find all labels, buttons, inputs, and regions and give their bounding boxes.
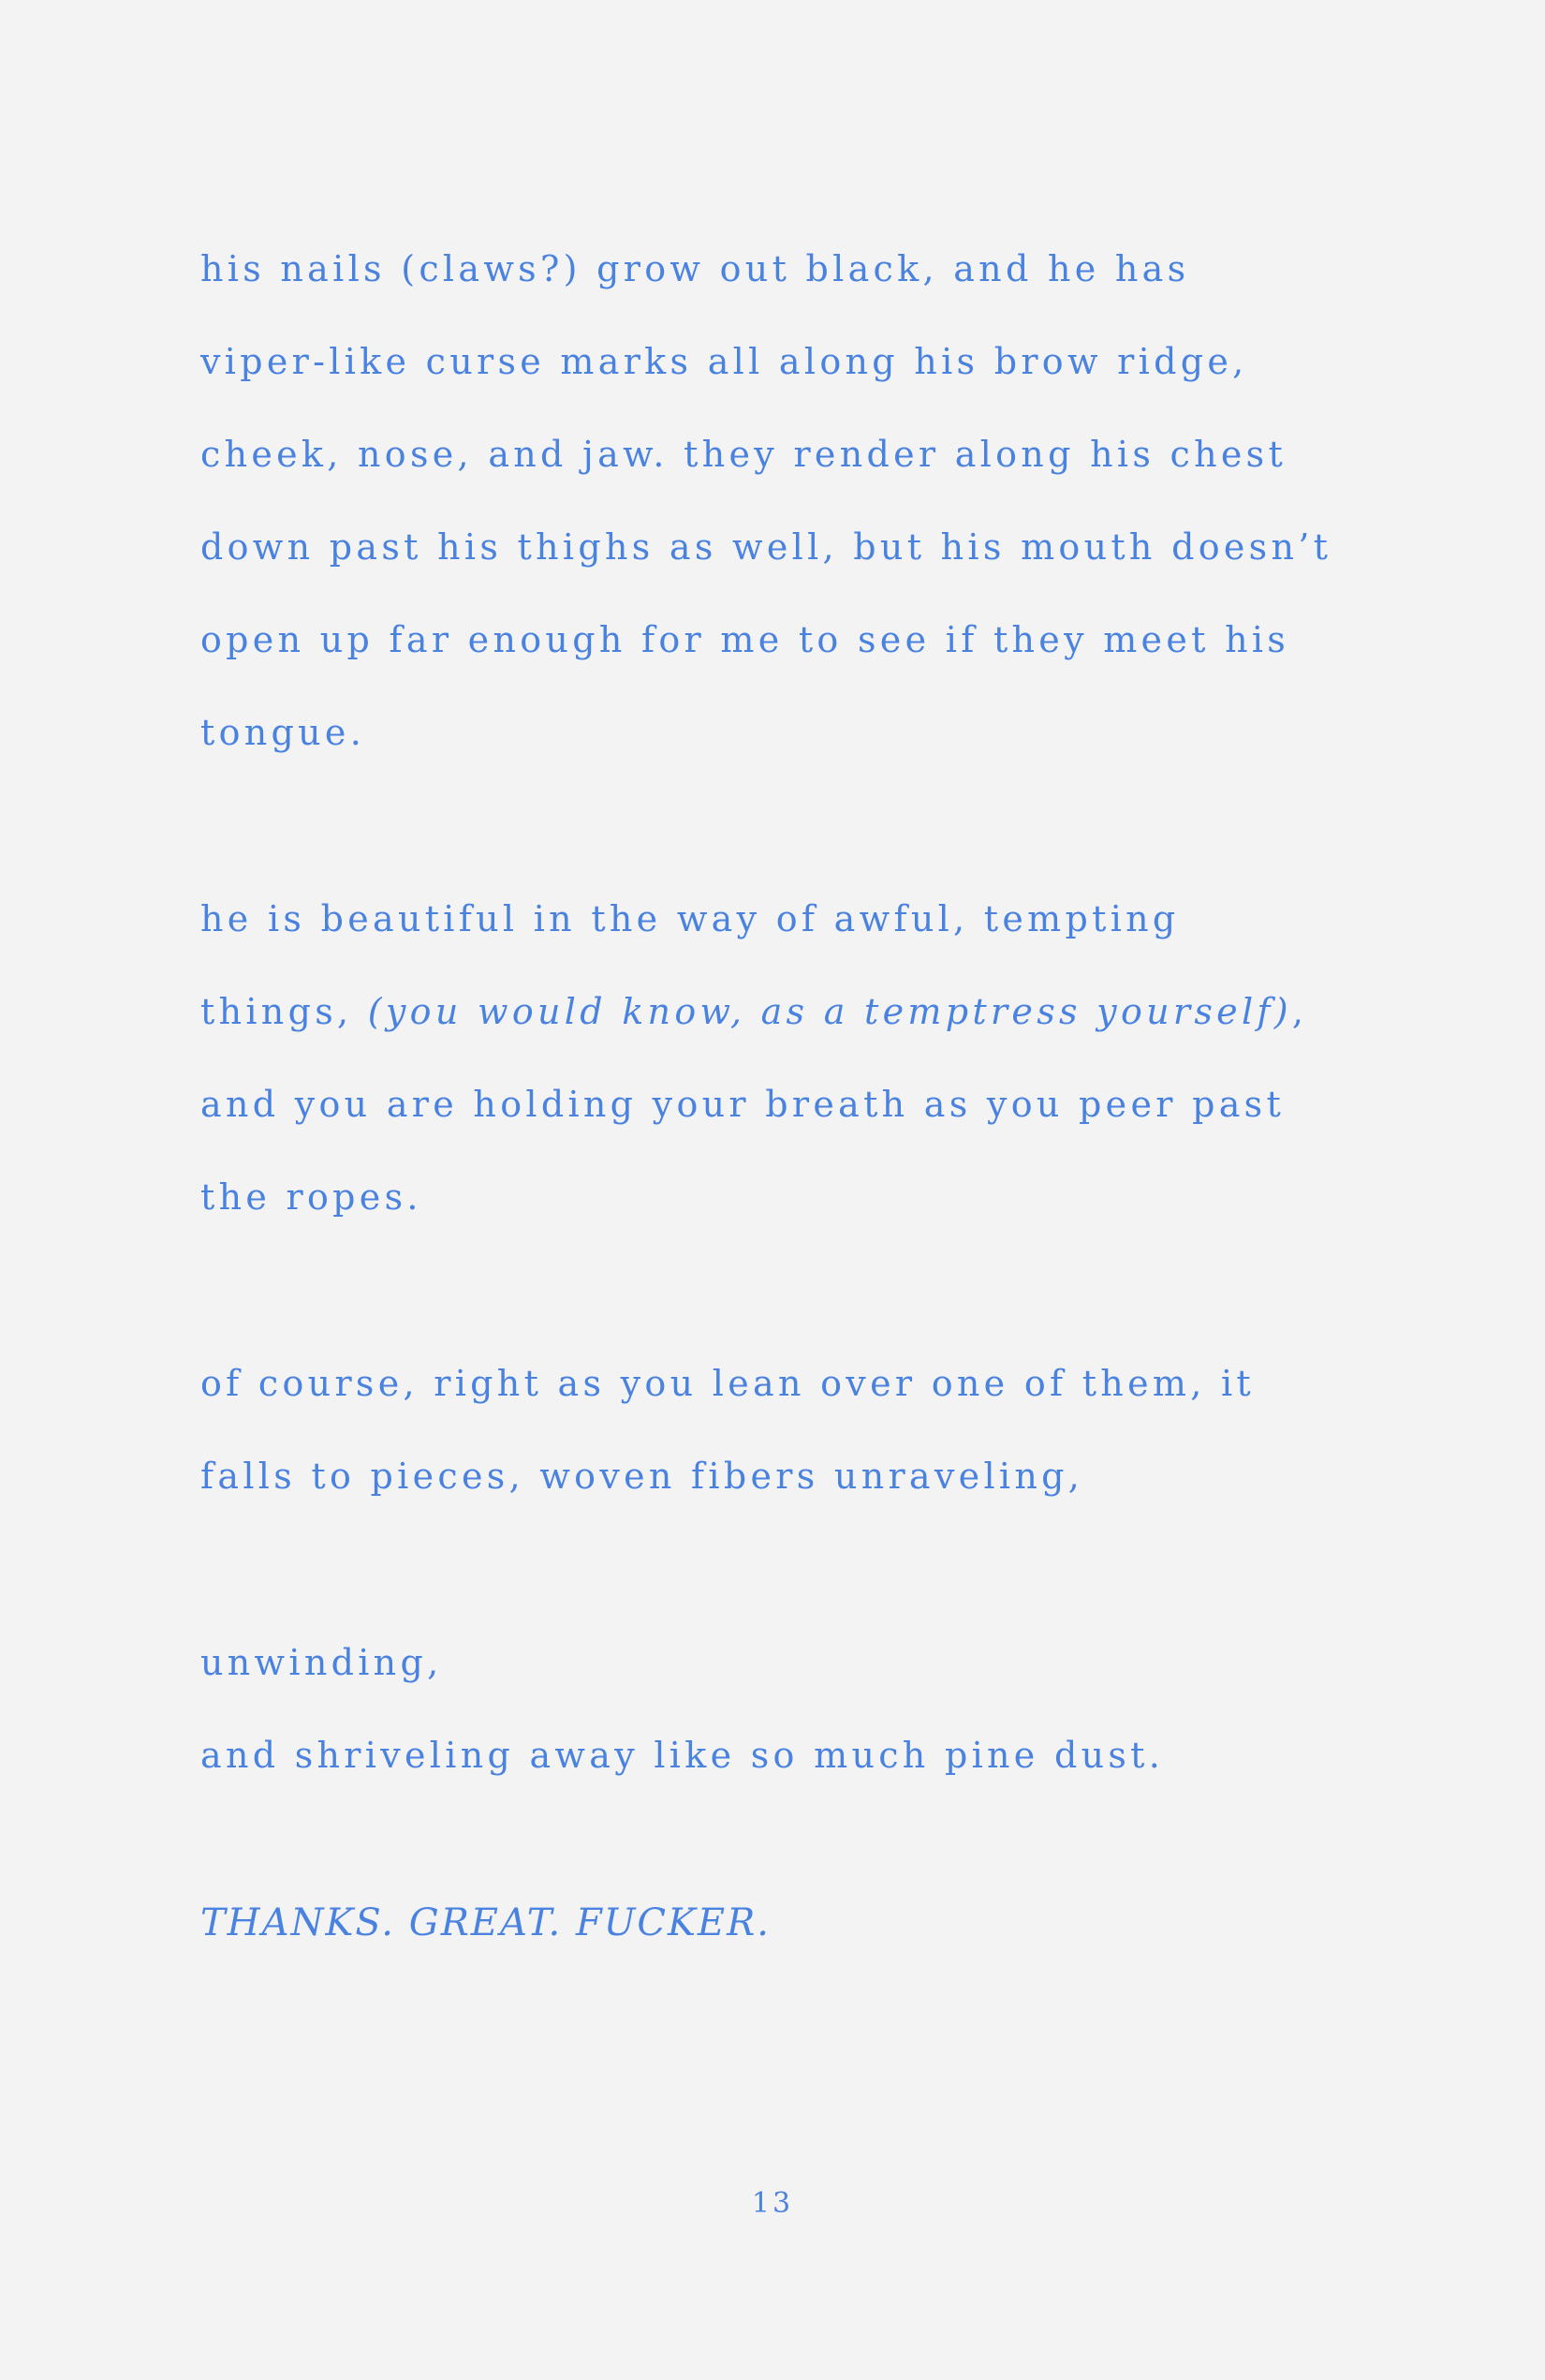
- paragraph-1-line-4: down past his thighs as well, but his mouth doesn’t: [200, 526, 1332, 568]
- paragraph-1-line-5: open up far enough for me to see if they meet his: [200, 619, 1290, 660]
- page-number: 13: [751, 2187, 794, 2220]
- paragraph-1-line-3: cheek, nose, and jaw. they render along his chest: [200, 434, 1288, 475]
- paragraph-1-line-6: tongue.: [200, 712, 366, 753]
- paragraph-1-line-1: his nails (claws?) grow out black, and he has: [200, 248, 1190, 289]
- paragraph-2-line-1: he is beautiful in the way of awful, tempting: [200, 898, 1180, 939]
- paragraph-4-line-2: and shriveling away like so much pine dust.: [200, 1735, 1165, 1776]
- paragraph-4-line-1: unwinding,: [200, 1642, 443, 1683]
- paragraph-1-line-2: viper-like curse marks all along his brow ridge,: [200, 341, 1248, 382]
- closing-line: THANKS. GREAT. FUCKER.: [200, 1901, 771, 1944]
- paragraph-2-line-3: and you are holding your breath as you peer past: [200, 1084, 1286, 1125]
- paragraph-2-line-2-end: ,: [1291, 991, 1308, 1032]
- paragraph-2-line-4: the ropes.: [200, 1176, 422, 1218]
- paragraph-2-line-2-start: things,: [200, 991, 368, 1032]
- paragraph-2-line-2: [200, 991, 1308, 1032]
- paragraph-2-italic-aside: (you would know, as a temptress yourself): [367, 991, 1292, 1032]
- paragraph-3-line-2: falls to pieces, woven fibers unraveling,: [200, 1456, 1084, 1497]
- paragraph-3-line-1: of course, right as you lean over one of them, it: [200, 1363, 1255, 1404]
